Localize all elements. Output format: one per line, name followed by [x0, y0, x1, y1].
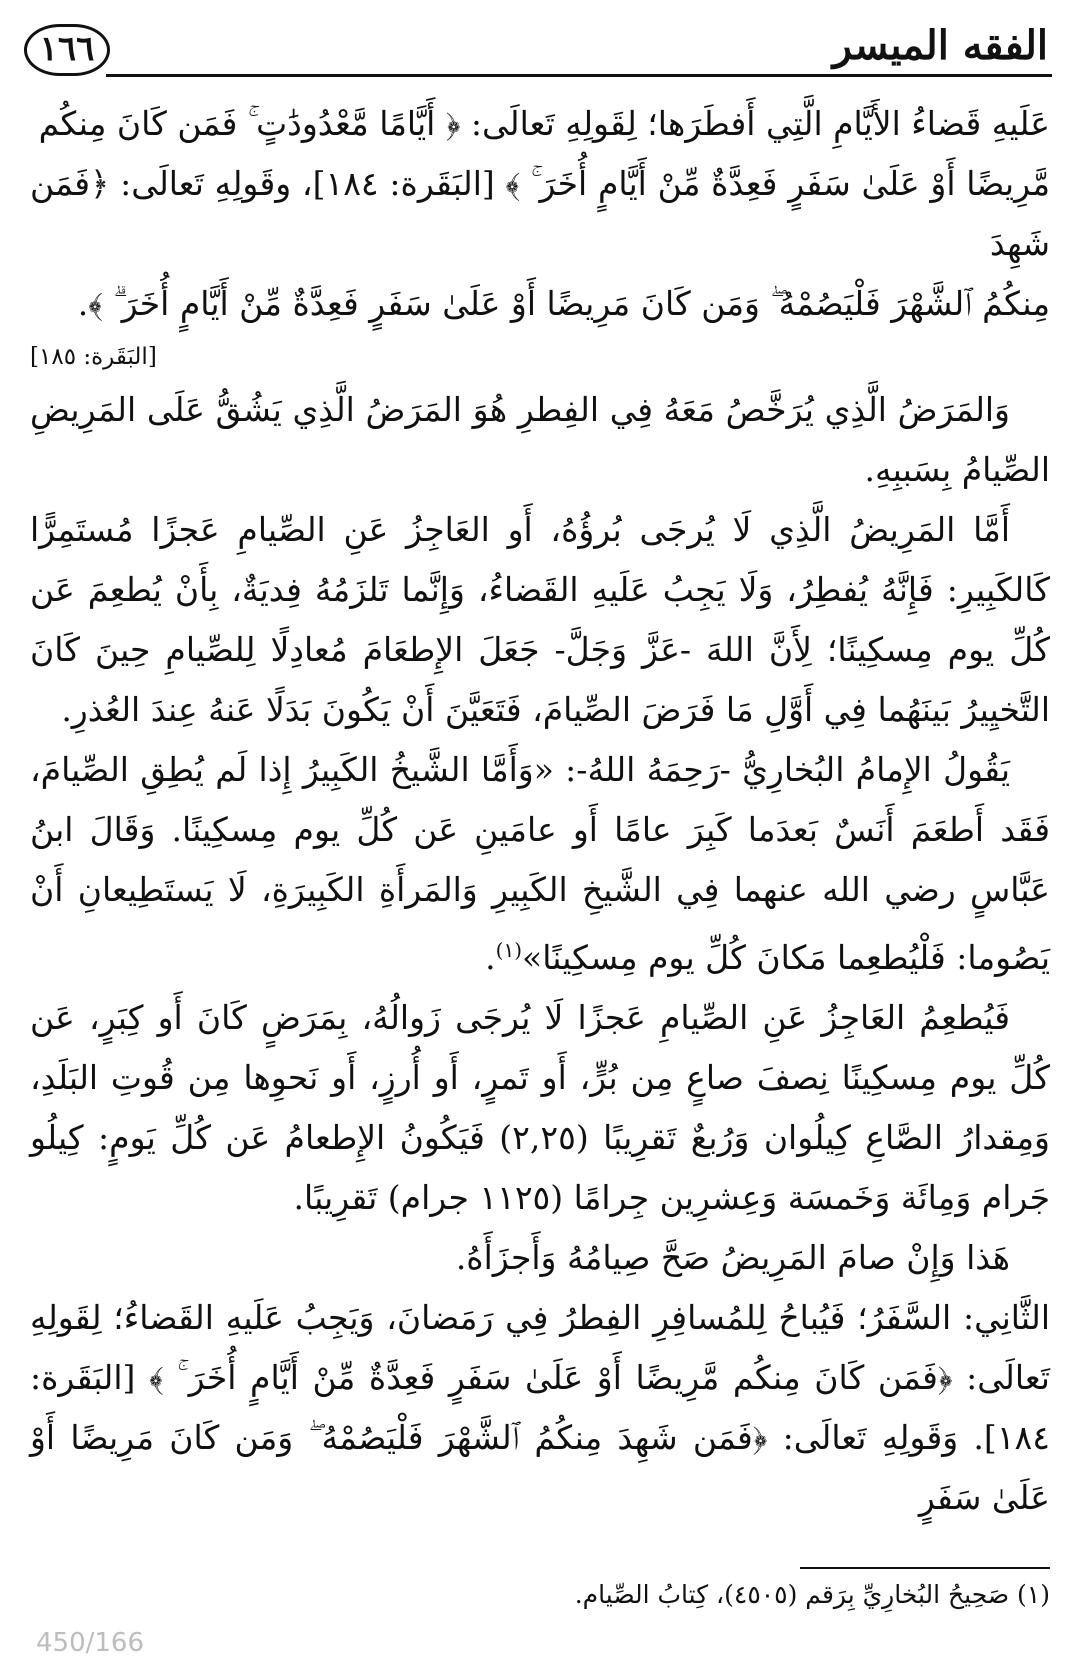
header-divider — [106, 74, 1052, 77]
quran-reference: [البَقَرة: ١٨٥] — [30, 344, 157, 370]
page-number: ١٦٦ — [24, 24, 110, 76]
body-text — [30, 94, 1050, 1528]
paragraph-line: عَلَيهِ قَضاءُ الأَيَّامِ الَّتِي أَفطَرَها؛ لِقَولِهِ تَعالَى: ﴿ أَيَّامًا مَّعْدُودَٰتٍ ۚ فَمَن كَانَ مِنكُم — [38, 104, 1050, 143]
book-title: الفقه الميسر — [832, 22, 1048, 69]
paragraph: فَيُطعِمُ العَاجِزُ عَنِ الصِّيامِ عَجزًا لَا يُرجَى زَوالُهُ، بِمَرَضٍ كَانَ أَو كِبَرٍ، عَن كُلِّ يوم مِسكِينًا نِصفَ صاعٍ مِن بُرٍّ، أَو تَمرٍ، أَو أُرزٍ، أَو نَحوِها مِن قُوتِ البَلَدِ، وَمِقدارُ الصَّاعِ كِيلُوان وَرُبعٌ تَقرِيبًا (٢,٢٥) فَيَكُونُ الإِطعامُ عَن كُلِّ يَومٍ: كِيلُو جَرام وَمِائَة وَخَمسَة وَعِشرِين جِرامًا (١١٢٥ جرام) تَقرِيبًا. — [30, 998, 1050, 1217]
paragraph: أَمَّا المَرِيضُ الَّذِي لَا يُرجَى بُرؤُهُ، أَو العَاجِزُ عَنِ الصِّيامِ عَجزًا مُستَمِرًّا كَالكَبِيرِ: فَإِنَّهُ يُفطِرُ، وَلَا يَجِبُ عَلَيهِ القَضاءُ، وَإِنَّما تَلزَمُهُ فِديَةٌ، بِأَنْ يُطعِمَ عَن كُلِّ يوم مِسكِينًا؛ لِأَنَّ اللهَ -عَزَّ وَجَلَّ- جَعَلَ الإِطعَامَ مُعادِلًا لِلصِّيامِ حِينَ كَانَ التَّخيِيرُ بَينَهُما فِي أَوَّلِ مَا فَرَضَ الصِّيامَ، فَتَعَيَّنَ أَنْ يَكُونَ بَدَلًا عَنهُ عِندَ العُذرِ. — [30, 510, 1050, 729]
paragraph: وَالمَرَضُ الَّذِي يُرَخَّصُ مَعَهُ فِي الفِطرِ هُوَ المَرَضُ الَّذِي يَشُقُّ عَلَى المَرِيضِ الصِّيامُ بِسَببِهِ. — [30, 390, 1050, 489]
paragraph-line: مِنكُمُ ٱلشَّهْرَ فَلْيَصُمْهُ ۖ وَمَن كَانَ مَرِيضًا أَوْ عَلَىٰ سَفَرٍ فَعِدَّةٌ مِّنْ أَيَّامٍ أُخَرَ ۗ ﴾. — [77, 284, 1050, 323]
footnote: (١) صَحِيحُ البُخارِيِّ بِرَقم (٤٥٠٥)، كِتابُ الصِّيام. — [574, 1580, 1050, 1609]
footnote-marker: (١) — [495, 938, 523, 962]
running-header — [20, 18, 1052, 80]
page-counter: 450/166 — [36, 1628, 145, 1658]
bukhari-quote: يَقُولُ الإِمامُ البُخارِيُّ -رَحِمَهُ اللهُ-: «وَأَمَّا الشَّيخُ الكَبِيرُ إِذا لَم يُطِقِ الصِّيامَ، فَقَد أَطعَمَ أَنَسٌ بَعدَما كَبِرَ عامًا أَو عامَينِ عَن كُلِّ يوم مِسكِينًا. وَقَالَ ابنُ عَبَّاسٍ رضي الله عنهما فِي الشَّيخِ الكَبِيرِ وَالمَرأَةِ الكَبِيرَةِ، لَا يَستَطِيعانِ أَنْ يَصُوما: فَلْيُطعِما مَكانَ كُلِّ يوم مِسكِينًا» — [30, 750, 1050, 977]
paragraph: هَذا وَإِنْ صامَ المَرِيضُ صَحَّ صِيامُهُ وَأَجزَأَهُ. — [455, 1238, 1010, 1277]
paragraph: الثَّانِي: السَّفَرُ؛ فَيُباحُ لِلمُسافِرِ الفِطرُ فِي رَمَضانَ، وَيَجِبُ عَلَيهِ القَضاءُ؛ لِقَولِهِ تَعالَى: ﴿فَمَن كَانَ مِنكُم مَّرِيضًا أَوْ عَلَىٰ سَفَرٍ فَعِدَّةٌ مِّنْ أَيَّامٍ أُخَرَ ۚ ﴾ [البَقَرة: ١٨٤]. وَقَولِهِ تَعالَى: ﴿فَمَن شَهِدَ مِنكُمُ ٱلشَّهْرَ فَلْيَصُمْهُ ۖ وَمَن كَانَ مَرِيضًا أَوْ عَلَىٰ سَفَرٍ — [30, 1298, 1050, 1517]
paragraph-line: مَّرِيضًا أَوْ عَلَىٰ سَفَرٍ فَعِدَّةٌ مِّنْ أَيَّامٍ أُخَرَ ۚ ﴾ [البَقَرة: ١٨٤]، وقَولِهِ تَعالَى: ﴿فَمَن شَهِدَ — [30, 164, 1050, 263]
footnote-divider — [800, 1567, 1050, 1569]
paragraph: يَقُولُ الإِمامُ البُخارِيُّ -رَحِمَهُ اللهُ-: «وَأَمَّا الشَّيخُ الكَبِيرُ إِذا لَم يُطِقِ الصِّيامَ، فَقَد أَطعَمَ أَنَسٌ بَعدَما كَبِرَ عامًا أَو عامَينِ عَن كُلِّ يوم مِسكِينًا. وَقَالَ ابنُ عَبَّاسٍ رضي الله عنهما فِي الشَّيخِ الكَبِيرِ وَالمَرأَةِ الكَبِيرَةِ، لَا يَستَطِيعانِ أَنْ يَصُوما: فَلْيُطعِما مَكانَ كُلِّ يوم مِسكِينًا»$^{(١)}$. — [30, 750, 1050, 977]
